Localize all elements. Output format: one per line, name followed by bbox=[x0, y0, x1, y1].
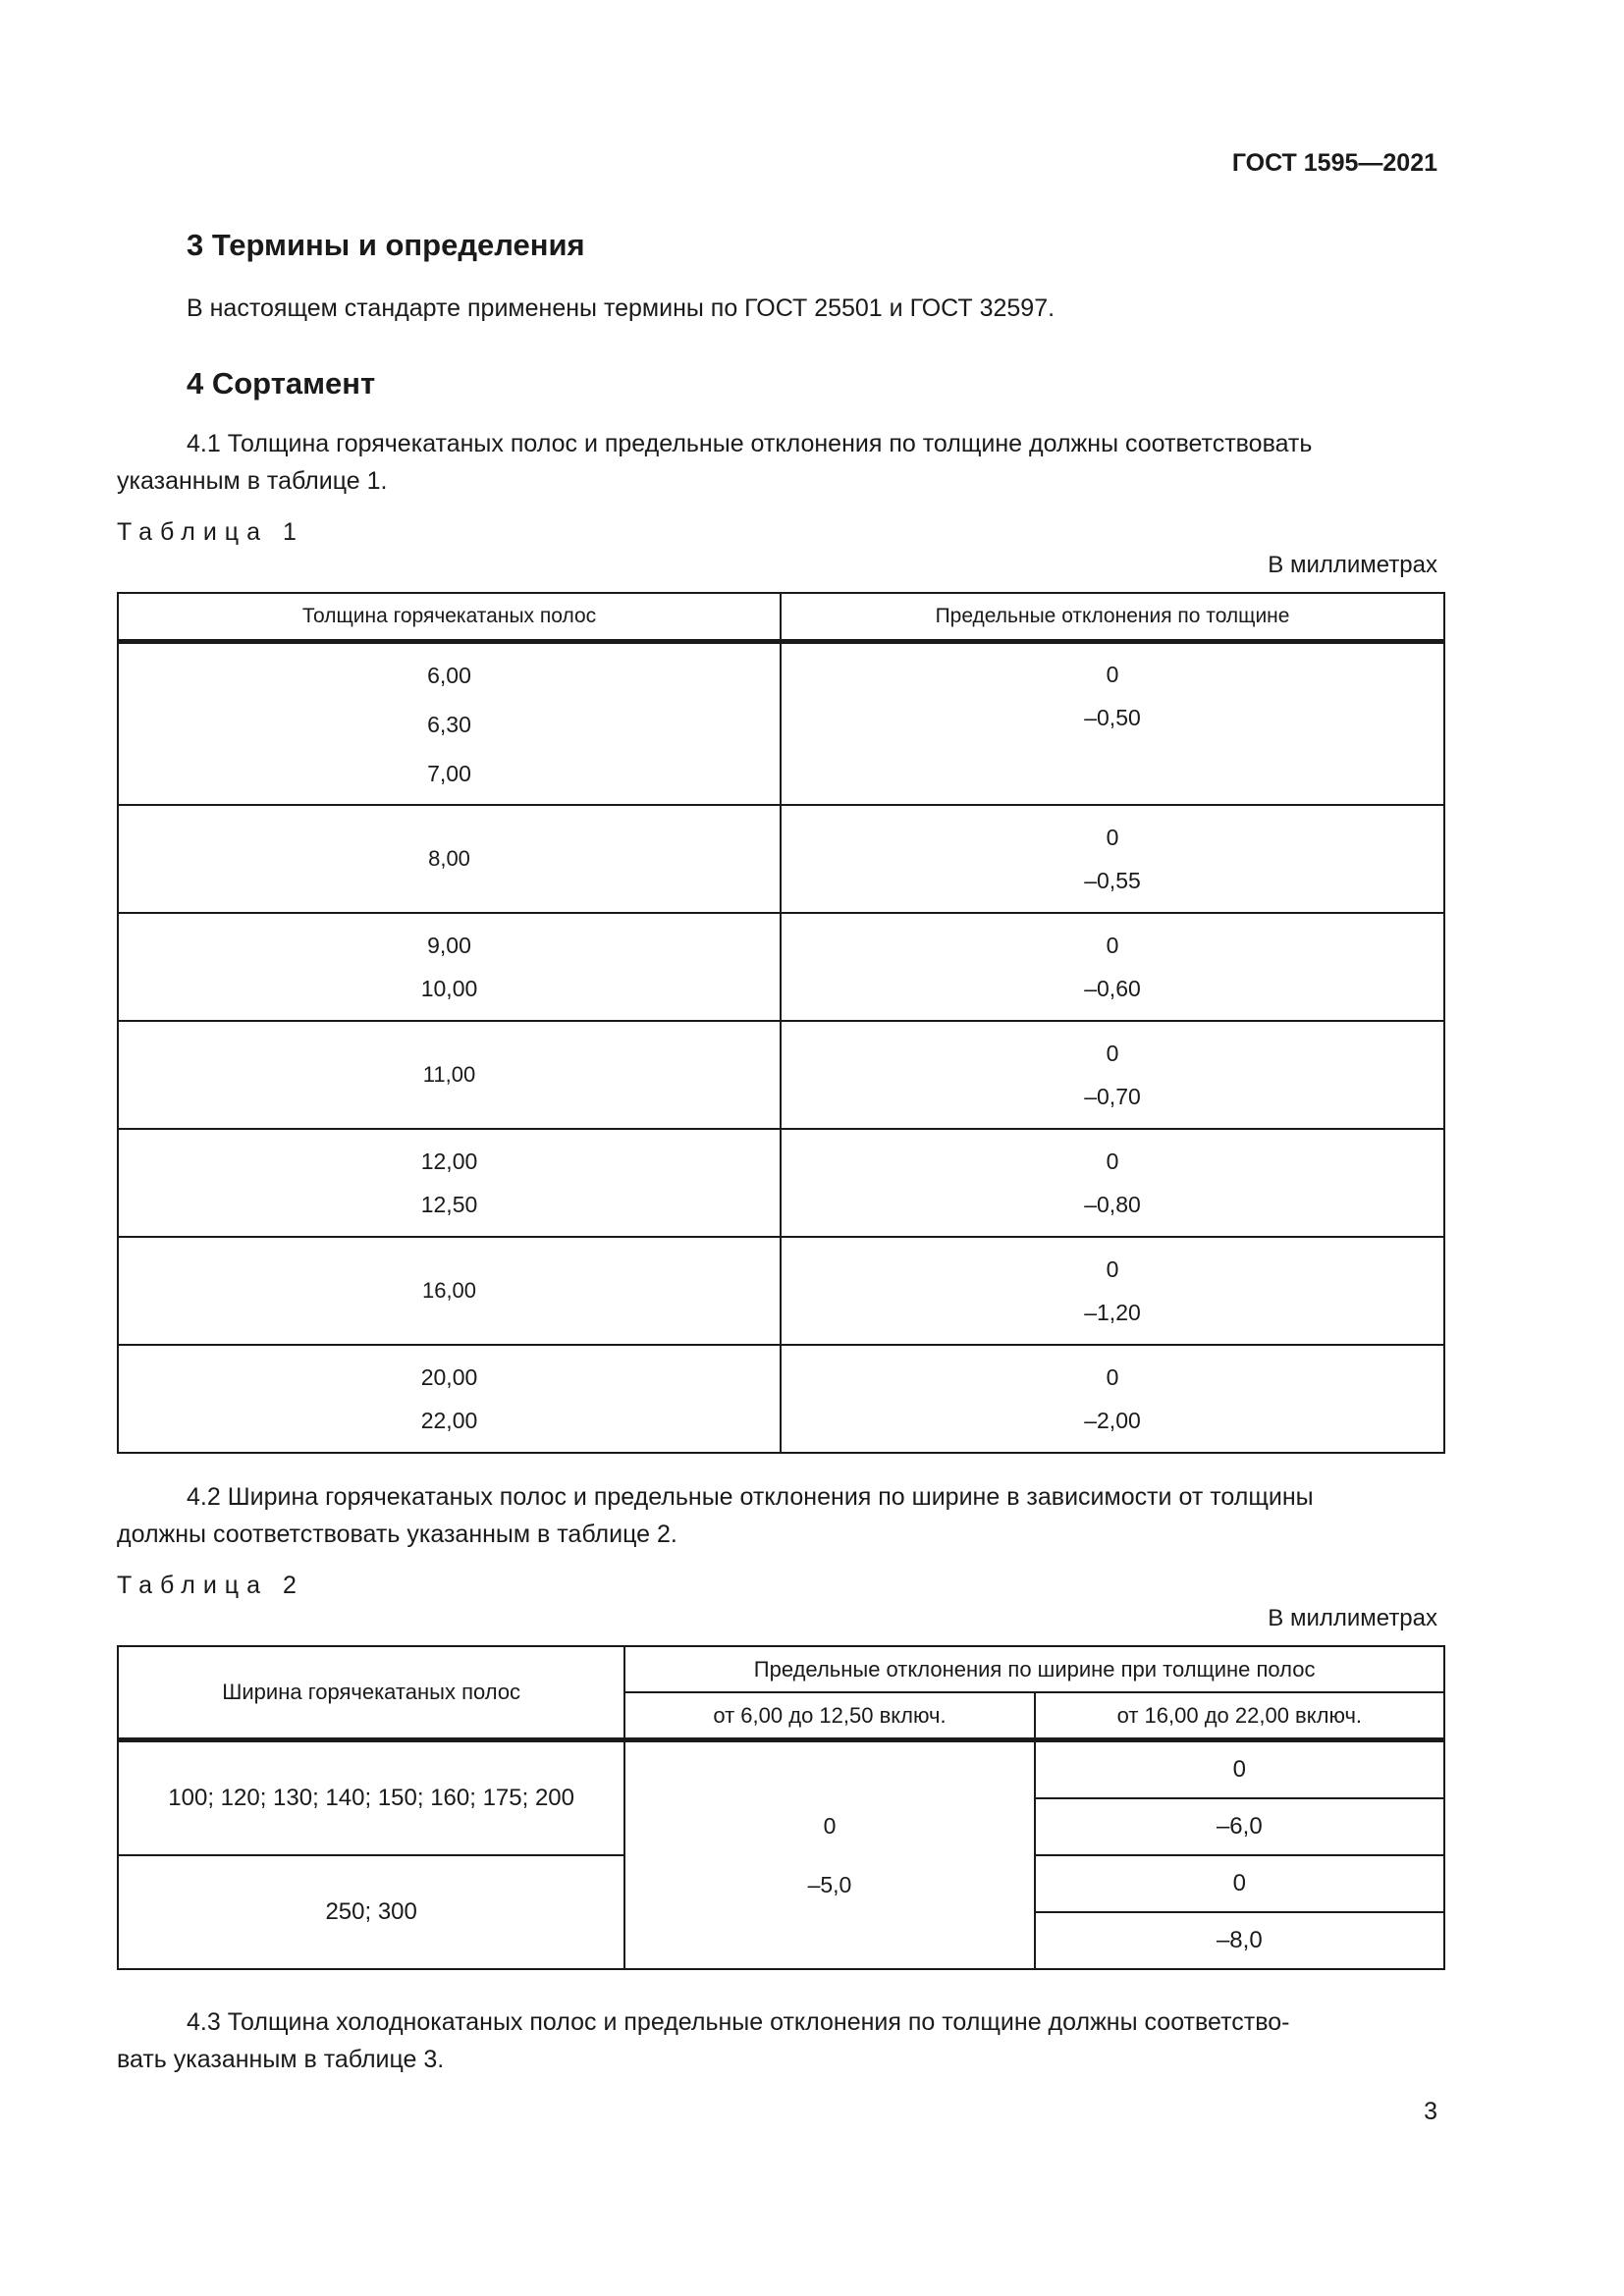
width-values: 250; 300 bbox=[118, 1855, 624, 1969]
deviation-lower: –0,80 bbox=[1084, 1192, 1141, 1217]
deviation-upper: 0 bbox=[1106, 933, 1119, 958]
page-number: 3 bbox=[1424, 2098, 1437, 2125]
thickness-value: 20,00 bbox=[420, 1364, 478, 1390]
table-1-header-row bbox=[118, 593, 1444, 642]
table-row bbox=[118, 805, 1444, 913]
section-4-title: 4 Сортамент bbox=[187, 366, 376, 400]
thickness-value: 16,00 bbox=[421, 1278, 477, 1303]
table-1-caption: Таблица 1 bbox=[117, 518, 304, 546]
table-2 bbox=[117, 1645, 1445, 1970]
table-row bbox=[118, 1345, 1444, 1453]
table-2-subheader-thick: от 16,00 до 22,00 включ. bbox=[1035, 1692, 1444, 1740]
deviation-upper: 0 bbox=[1106, 825, 1119, 850]
deviation-lower: –0,50 bbox=[1084, 705, 1141, 730]
thickness-value: 10,00 bbox=[420, 976, 478, 1001]
thickness-value: 11,00 bbox=[422, 1062, 476, 1087]
table-2-col1-header: Ширина горячекатаных полос bbox=[118, 1646, 624, 1740]
table-1-units: В миллиметрах bbox=[1268, 552, 1437, 578]
table-2-subheader-thin: от 6,00 до 12,50 включ. bbox=[624, 1692, 1034, 1740]
table-row bbox=[118, 913, 1444, 1021]
width-values: 100; 120; 130; 140; 150; 160; 175; 200 bbox=[118, 1740, 624, 1856]
table-1 bbox=[117, 592, 1445, 1454]
table-row bbox=[118, 1740, 1444, 1799]
deviation-lower: –8,0 bbox=[1035, 1912, 1444, 1969]
deviation-lower: –6,0 bbox=[1035, 1798, 1444, 1855]
thickness-value: 12,00 bbox=[420, 1148, 478, 1174]
deviation-upper: 0 bbox=[823, 1813, 837, 1839]
deviation-lower: –0,60 bbox=[1084, 976, 1141, 1001]
deviation-lower: –0,70 bbox=[1084, 1084, 1141, 1109]
table-row bbox=[118, 1237, 1444, 1345]
thickness-value: 6,30 bbox=[427, 711, 471, 737]
table-2-header-row bbox=[118, 1646, 1444, 1692]
deviation-upper: 0 bbox=[1035, 1855, 1444, 1912]
document-code: ГОСТ 1595—2021 bbox=[1231, 149, 1437, 177]
section-3-title: 3 Термины и определения bbox=[187, 228, 585, 262]
deviation-lower: –1,20 bbox=[1084, 1300, 1141, 1325]
thickness-value: 9,00 bbox=[427, 933, 471, 958]
paragraph-4-3-line1: 4.3 Толщина холоднокатаных полос и предельные отклонения по толщине должны соответство- bbox=[187, 2008, 1290, 2036]
table-2-units: В миллиметрах bbox=[1268, 1605, 1437, 1631]
deviation-lower: –2,00 bbox=[1084, 1408, 1141, 1433]
deviation-lower: –0,55 bbox=[1084, 868, 1141, 893]
paragraph-4-1-line1: 4.1 Толщина горячекатаных полос и предельные отклонения по толщине должны соответствовать bbox=[187, 430, 1313, 457]
paragraph-4-2-line1: 4.2 Ширина горячекатаных полос и предельные отклонения по ширине в зависимости от толщины bbox=[187, 1483, 1314, 1511]
deviation-upper: 0 bbox=[1106, 1041, 1119, 1066]
table-row bbox=[118, 1021, 1444, 1129]
deviation-upper: 0 bbox=[1106, 1364, 1119, 1390]
deviation-upper: 0 bbox=[1035, 1740, 1444, 1799]
deviation-lower: –5,0 bbox=[807, 1872, 852, 1897]
deviation-upper: 0 bbox=[1106, 1148, 1119, 1174]
deviation-upper: 0 bbox=[1106, 662, 1119, 687]
thickness-value: 22,00 bbox=[420, 1408, 478, 1433]
table-1-col1-header: Толщина горячекатаных полос bbox=[118, 593, 781, 642]
table-row bbox=[118, 642, 1444, 806]
thickness-value: 8,00 bbox=[428, 846, 470, 871]
paragraph-4-1-line2: указанным в таблице 1. bbox=[117, 467, 388, 495]
thickness-value: 12,50 bbox=[420, 1192, 478, 1217]
paragraph-4-3-line2: вать указанным в таблице 3. bbox=[117, 2046, 445, 2073]
table-2-col2-header: Предельные отклонения по ширине при толщине полос bbox=[624, 1646, 1444, 1692]
paragraph-4-2-line2: должны соответствовать указанным в таблице 2. bbox=[117, 1521, 677, 1548]
table-1-col2-header: Предельные отклонения по толщине bbox=[781, 593, 1444, 642]
thickness-value: 7,00 bbox=[427, 760, 471, 786]
table-2-caption: Таблица 2 bbox=[117, 1572, 304, 1599]
thickness-value: 6,00 bbox=[427, 662, 471, 688]
table-row bbox=[118, 1129, 1444, 1237]
section-3-text: В настоящем стандарте применены термины по ГОСТ 25501 и ГОСТ 32597. bbox=[187, 294, 1056, 322]
deviation-upper: 0 bbox=[1106, 1256, 1119, 1282]
